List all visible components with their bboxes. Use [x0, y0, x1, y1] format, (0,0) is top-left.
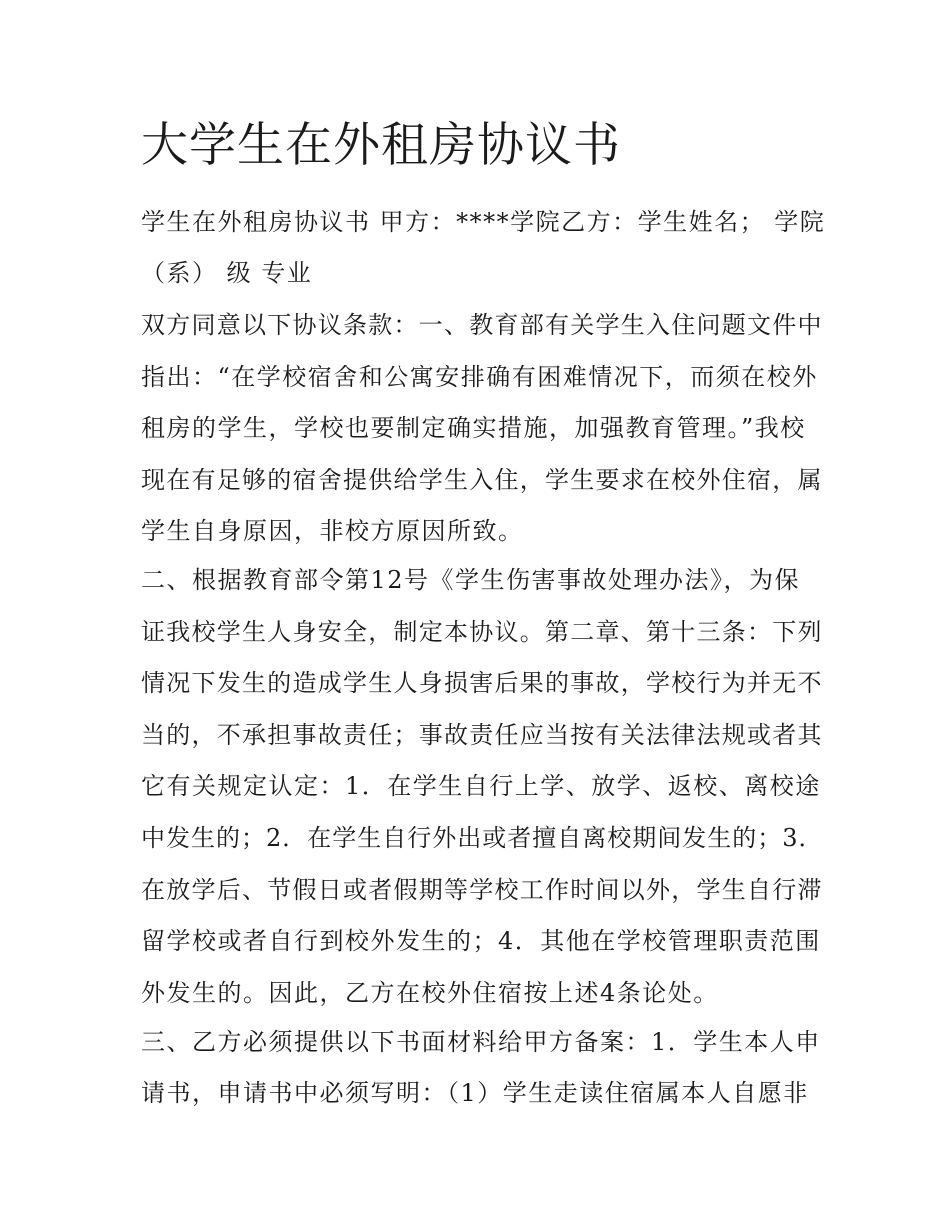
body-line-8: 二、根据教育部令第12号《学生伤害事故处理办法》，为保 — [141, 566, 801, 594]
body-line-12: 它有关规定认定：1．在学生自行上学、放学、返校、离校途 — [141, 772, 821, 800]
body-line-15: 留学校或者自行到校外发生的；4．其他在学校管理职责范围 — [141, 927, 821, 955]
body-line-18: 请书，申请书中必须写明：（1）学生走读住宿属本人自愿非 — [141, 1079, 809, 1107]
body-line-1: 学生在外租房协议书 甲方：****学院乙方：学生姓名； 学院 — [141, 208, 826, 236]
body-line-10: 情况下发生的造成学生人身损害后果的事故，学校行为并无不 — [141, 669, 823, 697]
document-title: 大学生在外租房协议书 — [141, 118, 621, 173]
body-line-9: 证我校学生人身安全，制定本协议。第二章、第十三条：下列 — [141, 618, 823, 646]
body-line-2: （系） 级 专业 — [141, 259, 313, 287]
body-line-14: 在放学后、节假日或者假期等学校工作时间以外，学生自行滞 — [141, 876, 823, 904]
body-line-6: 现在有足够的宿舍提供给学生入住，学生要求在校外住宿，属 — [141, 466, 823, 494]
body-line-11: 当的，不承担事故责任；事故责任应当按有关法律法规或者其 — [141, 721, 823, 749]
body-line-3: 双方同意以下协议条款：一、教育部有关学生入住问题文件中 — [141, 311, 823, 339]
body-line-17: 三、乙方必须提供以下书面材料给甲方备案：1．学生本人申 — [141, 1028, 821, 1056]
body-line-4: 指出：“在学校宿舍和公寓安排确有困难情况下，而须在校外 — [141, 363, 818, 391]
body-line-13: 中发生的；2．在学生自行外出或者擅自离校期间发生的；3． — [141, 824, 824, 852]
body-line-5: 租房的学生，学校也要制定确实措施，加强教育管理。”我校 — [141, 414, 806, 442]
body-line-7: 学生自身原因，非校方原因所致。 — [141, 517, 524, 545]
body-line-16: 外发生的。因此，乙方在校外住宿按上述4条论处。 — [141, 979, 719, 1007]
